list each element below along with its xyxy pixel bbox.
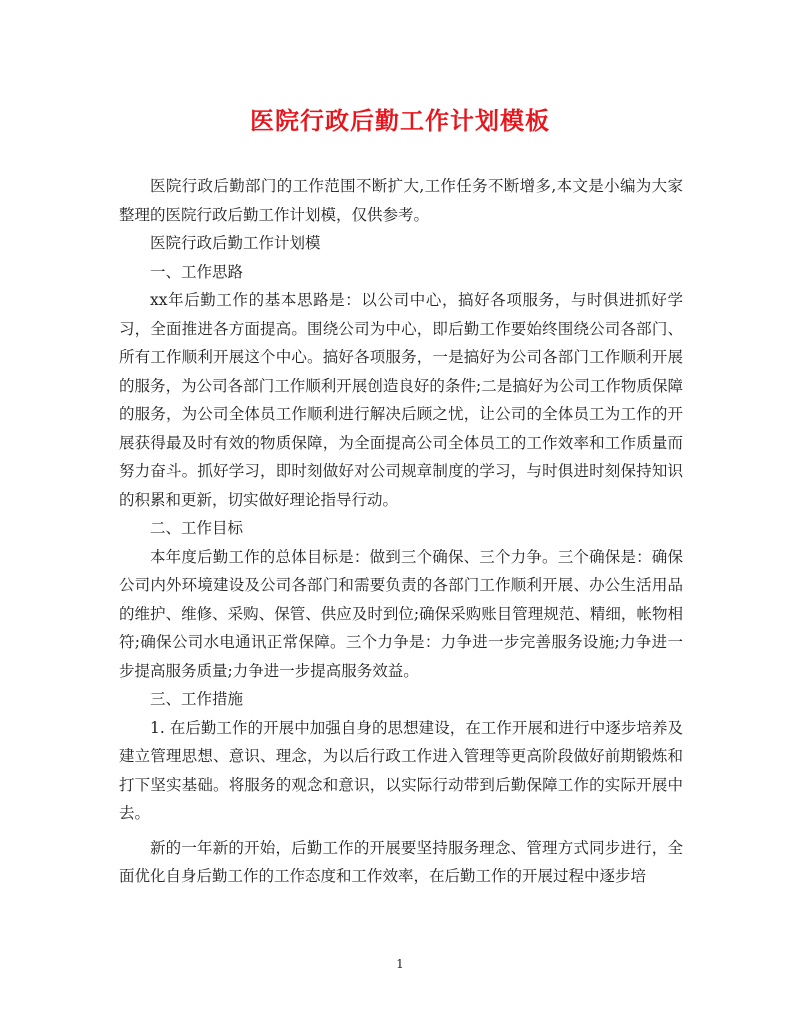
section-heading-work-measures: 三、工作措施 — [150, 690, 244, 708]
intro-paragraph: 医院行政后勤部门的工作范围不断扩大,工作任务不断增多,本文是小编为大家整理的医院行政后勤工作计划模，仅供参考。 — [119, 177, 683, 224]
work-ideas-paragraph: xx年后勤工作的基本思路是：以公司中心，搞好各项服务，与时俱进抓好学习，全面推进各方面提高。围绕公司为中心，即后勤工作要始终围绕公司各部门、所有工作顺利开展这个中心。搞好各项服务，一是搞好为公司各部门工作顺利开展的服务，为公司各部门工作顺利开展创造良好的条件;二是搞好为公司工作物质保障的服务，为公司全体员工作顺利进行解决后顾之忧，让公司的全体员工为工作的开展获得最及时有效的物质保障，为全面提高公司全体员工的工作效率和工作质量而努力奋斗。抓好学习，即时刻做好对公司规章制度的学习，与时俱进时刻保持知识的积累和更新，切实做好理论指导行动。 — [119, 291, 683, 509]
section-heading-work-goals: 二、工作目标 — [150, 519, 244, 537]
page-number: 1 — [396, 957, 404, 971]
work-goals-paragraph: 本年度后勤工作的总体目标是：做到三个确保、三个力争。三个确保是：确保公司内外环境建设及公司各部门和需要负责的各部门工作顺利开展、办公生活用品的维护、维修、采购、保管、供应及时到位;确保采购账目管理规范、精细，帐物相符;确保公司水电通讯正常保障。三个力争是：力争进一步完善服务设施;力争进一步提高服务质量;力争进一步提高服务效益。 — [119, 547, 683, 680]
document-body — [119, 172, 683, 891]
document-title: 医院行政后勤工作计划模板 — [250, 106, 550, 135]
section-heading-work-ideas: 一、工作思路 — [150, 262, 244, 281]
work-measures-paragraph-1: 1. 在后勤工作的开展中加强自身的思想建设，在工作开展和进行中逐步培养及建立管理思想、意识、理念，为以后行政工作进入管理等更高阶段做好前期锻炼和打下坚实基础。将服务的观念和意识，以实际行动带到后勤保障工作的实际开展中去。 — [119, 718, 683, 822]
work-measures-paragraph-2: 新的一年新的开始，后勤工作的开展要坚持服务理念、管理方式同步进行，全面优化自身后勤工作的工作态度和工作效率，在后勤工作的开展过程中逐步培 — [119, 838, 683, 885]
subtitle-heading: 医院行政后勤工作计划模 — [150, 234, 321, 252]
